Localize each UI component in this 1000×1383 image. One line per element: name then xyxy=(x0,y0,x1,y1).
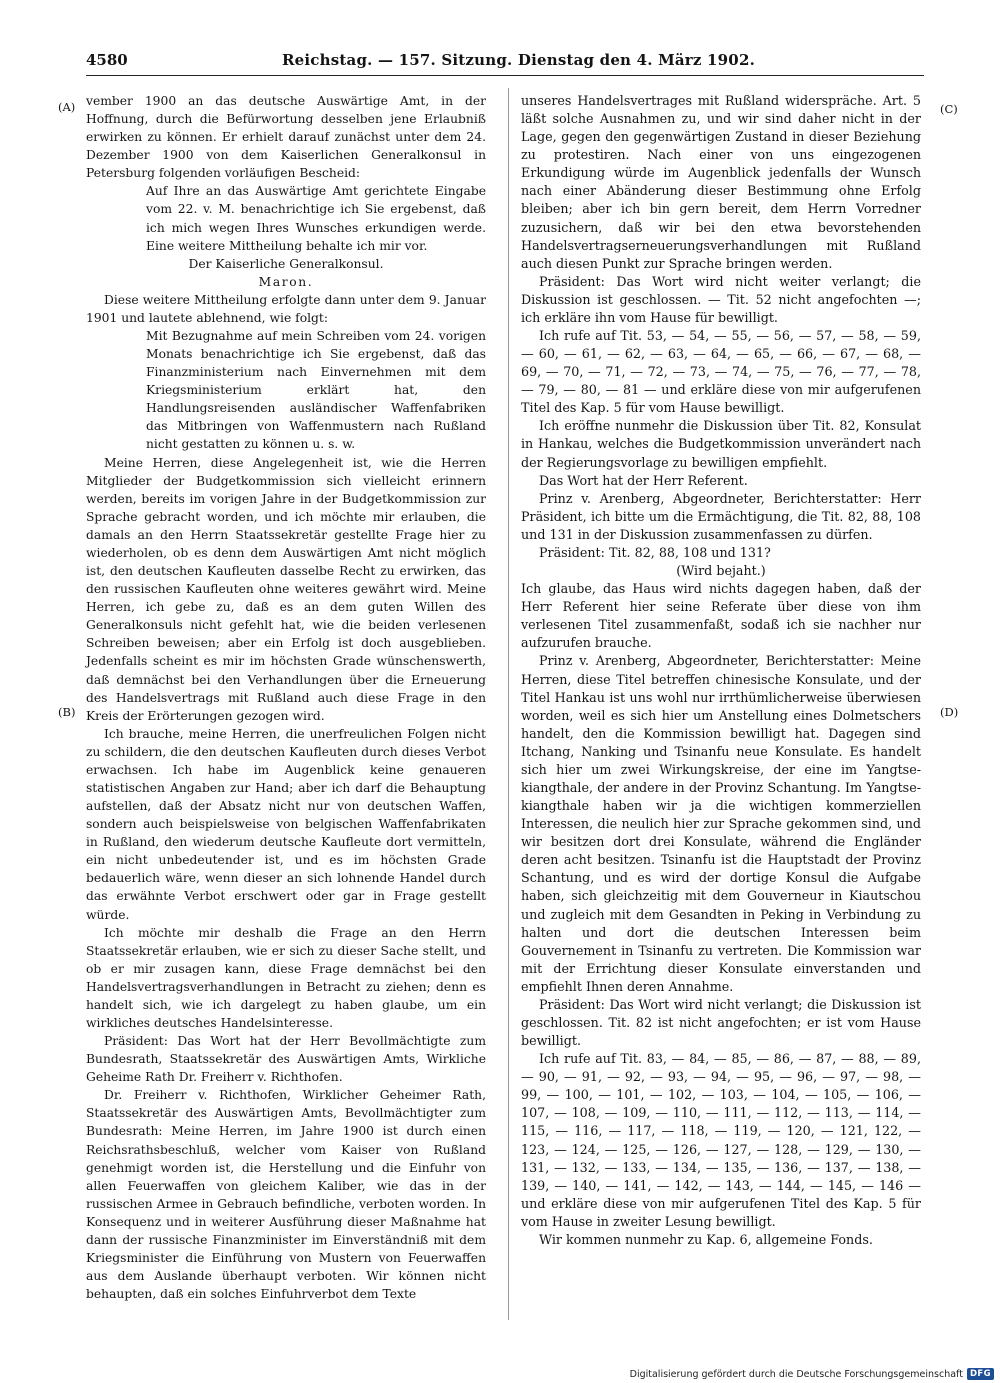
speaker-paragraph: Präsident: Das Wort wird nicht verlangt; die Diskussion ist geschlossen. Tit. 82 ist nicht angefochten; er ist vom Hause bewilligt. xyxy=(521,996,921,1049)
left-column xyxy=(86,92,486,1303)
quoted-letter: Mit Bezugnahme auf mein Schreiben vom 24. vorigen Monats benachrichtige ich Sie ergebenst, daß das Finanzministerium nach Einvernehmen mit dem Kriegsministerium erklärt hat, den Handlungsreisenden ausländischer Waffenfabriken das Mitbringen von Waffenmustern nach Rußland nicht gestatten zu können u. s. w. xyxy=(146,329,486,452)
signature-name: Maron. xyxy=(258,274,314,289)
speaker-paragraph: Dr. Freiherr v. Richthofen, Wirklicher Geheimer Rath, Staatssekretär des Auswärtigen Amts, Bevollmächtigter zum Bundesrath: Meine Herren, im Jahre 1900 ist durch einen Reichsrathsbeschluß, welcher vom Kaiser von Rußland genehmigt worden ist, die Herstellung und die Einfuhr von allen Feuerwaffen von gleichem Kaliber, wie das in der russischen Armee in Gebrauch befindliche, verboten worden. In Konsequenz und in weiterer Ausführung dieser Maßnahme hat dann der russische Finanzminister im Einverständniß mit dem Kriegsminister die Einführung von Mustern von Feuerwaffen aus dem Auslande überhaupt verboten. Wir können nicht behaupten, daß ein solches Einfuhrverbot dem Texte xyxy=(86,1088,486,1302)
interjection: (Wird bejaht.) xyxy=(676,563,766,579)
margin-mark-c: (C) xyxy=(940,102,958,116)
running-head: Reichstag. — 157. Sitzung. Dienstag den 4. März 1902. xyxy=(282,51,756,69)
paragraph: Ich rufe auf Tit. 83, — 84, — 85, — 86, — 87, — 88, — 89, — 90, — 91, — 92, — 93, — 94, — 95, — 96, — 97, — 98, — 99, — 100, — 101, — 102, — 103, — 104, — 105, — 106, — 107, — 108, — 109, — 110, — 111, — 112, — 113, — 114, — 115, — 116, — 117, — 118, — 119, — 120, — 121, 122, — 123, — 124, — 125, — 126, — 127, — 128, — 129, — 130, — 131, — 132, — 133, — 134, — 135, — 136, — 137, — 138, — 139, — 140, — 141, — 142, — 143, — 144, — 145, — 146 — und erkläre diese von mir aufgerufenen Titel des Kap. 5 für vom Hause in zweiter Lesung bewilligt. xyxy=(521,1051,921,1229)
footer-text: Digitalisierung gefördert durch die Deutsche Forschungsgemeinschaft xyxy=(629,1368,963,1380)
paragraph: Meine Herren, diese Angelegenheit ist, wie die Herren Mitglieder der Budgetkommission sich vielleicht erinnern werden, bereits im vorigen Jahre in der Budgetkommission zur Sprache gebracht worden, und ich möchte mir erlauben, die damals an den Herrn Staatssekretär gestellte Frage hier zu wiederholen, ob es denn dem Auswärtigen Amt nicht möglich ist, den deutschen Kaufleuten dasselbe Recht zu erwirken, das den russischen Kaufleuten ohne weiteres gewährt wird. Meine Herren, ich gebe zu, daß es an dem guten Willen des Generalkonsuls nicht gefehlt hat, wie die beiden verlesenen Schreiben beweisen; aber ein Erfolg ist doch ausgeblieben. Jedenfalls scheint es mir im höchsten Grade wünschenswerth, daß demnächst bei den Verhandlungen über die Erneuerung des Handelsvertrags mit Rußland auch diese Frage in den Kreis der Erörterungen gezogen wird. xyxy=(86,455,486,723)
speaker-paragraph: Präsident: Tit. 82, 88, 108 und 131? xyxy=(539,544,771,560)
speaker-paragraph: Präsident: Das Wort hat der Herr Bevollmächtigte zum Bundesrath, Staatssekretär des Auswärtigen Amts, Wirkliche Geheime Rath Dr. Freiherr v. Richthofen. xyxy=(86,1034,486,1085)
paragraph: Ich eröffne nunmehr die Diskussion über Tit. 82, Konsulat in Hankau, welches die Budgetkommission unverändert nach der Regierungsvorlage zu bewilligen empfiehlt. xyxy=(521,418,921,470)
paragraph: Wir kommen nunmehr zu Kap. 6, allgemeine Fonds. xyxy=(539,1231,873,1247)
paragraph: Ich glaube, das Haus wird nichts dagegen haben, daß der Herr Referent hier seine Referate über diese von ihm verlesenen Titel zusammenfaßt, sodaß ich sie nachher nur aufzurufen brauche. xyxy=(521,581,921,651)
paragraph: Ich möchte mir deshalb die Frage an den Herrn Staatssekretär erlauben, wie er sich zu dieser Sache stellt, und ob er mir zusagen kann, diese Frage demnächst bei den Handelsvertragsverhandlungen in Betracht zu ziehen; denn es handelt sich, wie ich dargelegt zu haben glaube, um ein wirkliches deutsches Handelsinteresse. xyxy=(86,925,486,1030)
paragraph: vember 1900 an das deutsche Auswärtige Amt, in der Hoffnung, durch die Befürwortung desselben jene Erlaubniß erwirken zu können. Er erhielt darauf zunächst unter dem 24. Dezember 1900 von dem Kaiserlichen Generalkonsul in Petersburg folgenden vorläufigen Bescheid: xyxy=(86,94,486,181)
paragraph: Diese weitere Mittheilung erfolgte dann unter dem 9. Januar 1901 und lautete ablehnend, wie folgt: xyxy=(86,292,486,325)
paragraph: Ich brauche, meine Herren, die unerfreulichen Folgen nicht zu schildern, die den deutschen Kaufleuten durch dieses Verbot erwachsen. Ich habe im Augenblick keine genaueren statistischen Angaben zur Hand; aber ich darf die Behauptung aufstellen, daß der Absatz nicht nur von deutschen Waffen, sondern auch beispielsweise von belgischen Waffenfabrikaten in Rußland, den wiederum deutsche Kaufleute dort vermitteln, ein nicht unbedeutender ist, und es im höchsten Grade bedauerlich wäre, wenn dieser an sich lohnende Handel durch das erwähnte Verbot erschwert oder gar in Frage gestellt würde. xyxy=(86,726,486,922)
margin-mark-d: (D) xyxy=(940,705,959,719)
speaker-paragraph: Prinz v. Arenberg, Abgeordneter, Berichterstatter: Herr Präsident, ich bitte um die Ermächtigung, die Tit. 82, 88, 108 und 131 in der Diskussion zusammenfassen zu dürfen. xyxy=(521,490,921,542)
page-number: 4580 xyxy=(86,51,128,69)
margin-mark-b: (B) xyxy=(58,705,76,719)
page-header xyxy=(86,49,924,76)
speaker-paragraph: Prinz v. Arenberg, Abgeordneter, Berichterstatter: Meine Herren, diese Titel betreffen chinesische Konsulate, und der Titel Hankau ist uns wohl nur irrthümlicherweise überwiesen worden, weil es sich hier um Anstellung eines Dolmetschers handelt, den die Kommission bewilligt hat. Dagegen sind Itchang, Nanking und Tsinanfu neue Konsulate. Es handelt sich hier um zwei Wirkungskreise, der eine im Yangtse-kiangthale, der andere in der Provinz Schantung. Im Yangtse-kiangthale haben wir ja die wichtigen kommerziellen Interessen, die neulich hier zur Sprache gekommen sind, und wir besitzen dort drei Konsulate, während die Engländer deren acht besitzen. Tsinanfu ist die Hauptstadt der Provinz Schantung, und es wird der dortige Konsul die Aufgabe haben, sich gleichzeitig mit dem Gouverneur in Kiautschou und zugleich mit dem Gesandten in Peking in Verbindung zu halten und dort die deutschen Interessen beim Gouvernement in Tsinanfu zu vertreten. Die Kommission war mit der Errichtung dieser Konsulate einverstanden und empfiehlt Ihnen deren Annahme. xyxy=(521,653,921,994)
quoted-letter: Auf Ihre an das Auswärtige Amt gerichtete Eingabe vom 22. v. M. benachrichtige ich Sie ergebenst, daß ich mich wegen Ihres Wunsches erkundigen werde. Eine weitere Mittheilung behalte ich mir vor. xyxy=(146,184,486,253)
right-column xyxy=(521,92,921,1249)
speaker-paragraph: Präsident: Das Wort wird nicht weiter verlangt; die Diskussion ist geschlossen. — Tit. 52 nicht angefochten —; ich erkläre ihn vom Hause für bewilligt. xyxy=(521,273,921,325)
signature-title: Der Kaiserliche Generalkonsul. xyxy=(188,256,384,271)
paragraph: unseres Handelsvertrages mit Rußland widerspräche. Art. 5 läßt solche Ausnahmen zu, und wir sind daher nicht in der Lage, gegen den gegenwärtigen Zustand in dieser Beziehung zu protestiren. Nach einer von uns eingezogenen Erkundigung würde im Augenblick jedenfalls der Wunsch nach einer Abänderung dieser Bestimmung ohne Erfolg bleiben; aber ich bin gern bereit, dem Herrn Vorredner zuzusichern, daß wir bei den etwa bevorstehenden Handelsvertragserneuerungsverhandlungen mit Rußland auch diesen Punkt zur Sprache bringen werden. xyxy=(521,93,921,271)
margin-mark-a: (A) xyxy=(58,100,76,114)
dfg-logo: DFG xyxy=(967,1368,994,1380)
paragraph: Ich rufe auf Tit. 53, — 54, — 55, — 56, — 57, — 58, — 59, — 60, — 61, — 62, — 63, — 64, — 65, — 66, — 67, — 68, — 69, — 70, — 71, — 72, — 73, — 74, — 75, — 76, — 77, — 78, — 79, — 80, — 81 — und erkläre diese von mir aufgerufenen Titel des Kap. 5 für vom Hause bewilligt. xyxy=(521,328,921,416)
column-rule xyxy=(508,88,509,1320)
paragraph: Das Wort hat der Herr Referent. xyxy=(539,472,748,488)
digitization-footer xyxy=(630,1367,994,1381)
